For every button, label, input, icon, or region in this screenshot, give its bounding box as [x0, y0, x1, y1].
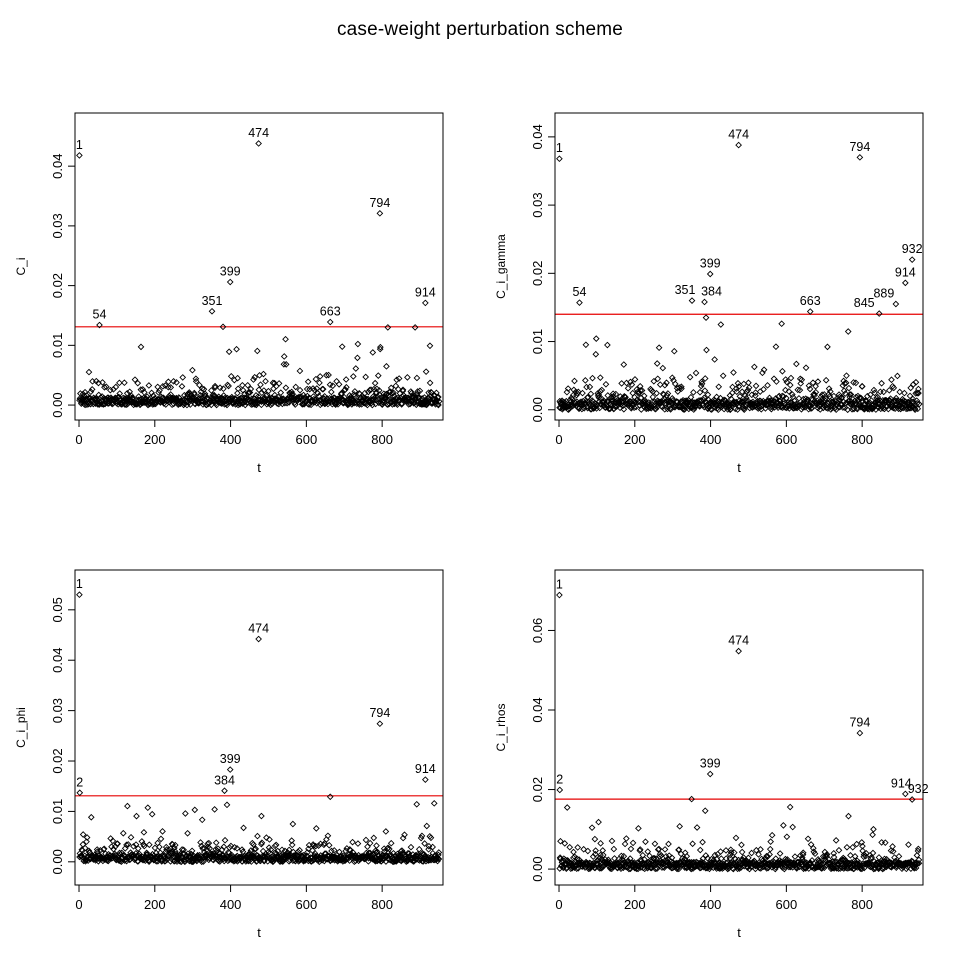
- y-axis: [494, 618, 555, 882]
- point-label-384: 384: [701, 284, 722, 299]
- point-label-663: 663: [319, 304, 341, 319]
- svg-text:200: 200: [143, 432, 166, 447]
- point-label-54: 54: [572, 285, 587, 300]
- svg-text:0.02: 0.02: [530, 776, 545, 803]
- labeled-points-layer: [76, 126, 436, 330]
- x-axis-title: t: [737, 460, 741, 475]
- svg-text:400: 400: [219, 432, 242, 447]
- point-label-1: 1: [555, 141, 563, 156]
- y-axis: [494, 124, 555, 422]
- svg-text:0.04: 0.04: [50, 647, 65, 673]
- point-label-399: 399: [699, 756, 721, 771]
- point-label-932: 932: [901, 242, 923, 257]
- point-label-54: 54: [92, 307, 107, 322]
- point-label-351: 351: [201, 293, 223, 308]
- y-axis-title: C_i_phi: [14, 707, 28, 748]
- y-axis-title: C_i_rhos: [494, 703, 508, 752]
- svg-text:400: 400: [699, 432, 722, 447]
- y-axis-title: C_i: [14, 257, 28, 276]
- point-label-914: 914: [890, 776, 912, 791]
- point-label-474: 474: [728, 127, 750, 142]
- svg-text:400: 400: [699, 897, 722, 912]
- svg-text:400: 400: [219, 897, 242, 912]
- labeled-points-layer: [556, 128, 923, 321]
- svg-text:0: 0: [555, 432, 563, 447]
- x-axis: [75, 420, 393, 475]
- svg-text:0.02: 0.02: [50, 272, 65, 299]
- x-axis-title: t: [257, 460, 261, 475]
- svg-text:0.01: 0.01: [50, 798, 65, 825]
- svg-text:0: 0: [75, 897, 83, 912]
- svg-text:0.00: 0.00: [530, 856, 545, 882]
- point-label-2: 2: [76, 775, 84, 790]
- point-label-914: 914: [414, 762, 436, 777]
- svg-text:0.03: 0.03: [530, 192, 545, 218]
- svg-text:800: 800: [851, 432, 873, 447]
- plot-c-i-gamma: [480, 60, 960, 492]
- svg-text:0.04: 0.04: [530, 124, 545, 150]
- svg-text:800: 800: [851, 897, 873, 912]
- x-axis: [75, 885, 393, 940]
- scatter-points-layer: [77, 801, 442, 865]
- point-label-1: 1: [555, 577, 563, 592]
- point-label-399: 399: [219, 752, 241, 767]
- svg-text:0.01: 0.01: [50, 332, 65, 358]
- svg-text:0.02: 0.02: [530, 260, 545, 286]
- point-label-474: 474: [248, 621, 270, 636]
- x-axis-title: t: [737, 925, 741, 940]
- x-axis: [555, 885, 873, 940]
- svg-text:600: 600: [295, 432, 318, 447]
- panel-top-right: [480, 60, 960, 492]
- figure-title: case-weight perturbation scheme: [336, 19, 624, 40]
- y-axis-title: C_i_gamma: [494, 234, 508, 299]
- svg-text:0: 0: [555, 897, 563, 912]
- point-label-399: 399: [699, 256, 721, 271]
- plot-c-i-phi: [0, 520, 480, 952]
- svg-text:0.03: 0.03: [50, 213, 65, 239]
- svg-text:0.00: 0.00: [50, 392, 65, 418]
- svg-text:0.00: 0.00: [50, 849, 65, 875]
- svg-text:0.00: 0.00: [530, 397, 545, 423]
- panel-bottom-right: [480, 520, 960, 952]
- point-label-351: 351: [674, 283, 696, 298]
- point-label-794: 794: [849, 139, 871, 154]
- point-label-845: 845: [853, 296, 875, 311]
- svg-text:0.02: 0.02: [50, 748, 65, 774]
- point-label-384: 384: [214, 773, 235, 788]
- scatter-points-layer: [77, 337, 442, 408]
- point-label-889: 889: [873, 286, 895, 301]
- svg-text:0.05: 0.05: [50, 597, 65, 623]
- svg-text:0.06: 0.06: [530, 617, 545, 644]
- scatter-points-layer: [557, 321, 922, 412]
- scatter-points-layer: [557, 805, 922, 872]
- svg-text:600: 600: [775, 897, 798, 912]
- svg-text:0.01: 0.01: [530, 328, 545, 355]
- point-label-474: 474: [728, 633, 750, 648]
- svg-text:0.04: 0.04: [530, 697, 545, 723]
- x-axis-title: t: [257, 925, 261, 940]
- point-label-794: 794: [369, 706, 391, 721]
- x-axis: [555, 420, 873, 475]
- point-label-1: 1: [75, 137, 83, 152]
- plot-box: [75, 113, 443, 420]
- plot-box: [555, 113, 923, 420]
- svg-text:200: 200: [623, 897, 646, 912]
- point-label-794: 794: [369, 195, 391, 210]
- y-axis: [14, 154, 75, 418]
- point-label-2: 2: [556, 772, 564, 787]
- svg-text:0: 0: [75, 432, 83, 447]
- plot-c-i-rhos: [480, 520, 960, 952]
- point-label-914: 914: [894, 265, 916, 280]
- svg-text:800: 800: [371, 897, 393, 912]
- panel-top-left: [0, 60, 480, 492]
- point-label-663: 663: [799, 294, 821, 309]
- panel-bottom-left: [0, 520, 480, 952]
- point-label-932: 932: [907, 781, 929, 796]
- plot-c-i: [0, 60, 480, 492]
- point-label-794: 794: [849, 715, 871, 730]
- svg-text:200: 200: [623, 432, 646, 447]
- svg-text:600: 600: [775, 432, 798, 447]
- point-label-474: 474: [248, 125, 270, 140]
- svg-text:200: 200: [143, 897, 166, 912]
- svg-text:600: 600: [295, 897, 318, 912]
- point-label-1: 1: [75, 577, 83, 592]
- svg-text:800: 800: [371, 432, 393, 447]
- labeled-points-layer: [556, 578, 929, 810]
- labeled-points-layer: [76, 577, 436, 799]
- point-label-399: 399: [219, 264, 241, 279]
- point-label-914: 914: [414, 285, 436, 300]
- svg-text:0.03: 0.03: [50, 697, 65, 724]
- svg-text:0.04: 0.04: [50, 153, 65, 179]
- y-axis: [14, 597, 75, 874]
